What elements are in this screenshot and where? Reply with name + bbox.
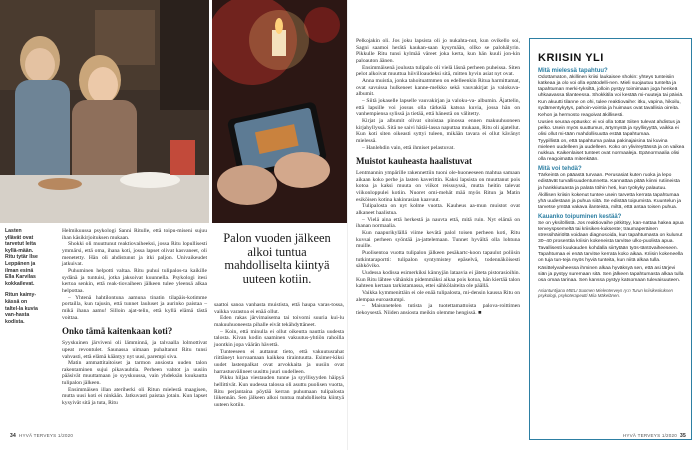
paragraph: Matin ammattitaitoiset ja tarmon ansiosta uuden talon rakentaminen sujui pikavauhtia. Perheen vahtot ja uusiin pääsivät muuttamaan jo syyskuussa, vain yhdeksän kuukautta tulipalon jälkeen. bbox=[62, 360, 207, 387]
paragraph: Ensimmäisen illan ateriherki oli Ritun mielestä maagisen, mutta uusi koti ei ninkään. Jatkuvasti paistaa jotain. Kun lapset kysyivät sitä ja tuta, Ritu bbox=[62, 386, 207, 407]
box-section-heading: Kauanko toipuminen kestää? bbox=[538, 213, 622, 220]
box-section-paragraph: Tyypillistä on, että tapahtuma palaa pakinajaisina tai kuvina mieleen uudelleen ja uudelleen. Koko on ylivireyttässä ja on vaikea nukkua. Kaikenlaiset tunteet ovat normaaleja. Epänormaalia olisi olla reagoimatta mitenkään. bbox=[538, 138, 685, 163]
paragraph: – Siitä jokaselle lapselle vauvakirjan ja valoku-va- albumin. Äjattelin, että lapsille voi jossus olla tärkeää katsoa kuvia, jossa hän on vanhempiensa sylissä ja tietää, että hänestä on välitetty. bbox=[356, 97, 520, 118]
paragraph: Uudessa kodissa esimerkiksi kännyjän lataavia ei jäteta pistorasioihin. Kun Ritu lähtee vähänkin pidemmäksi aikaa pois kotoa, hän kiertää talon kahteen kertaan tarkistamassa, ettei sähkölaiteita ole päällä. bbox=[356, 270, 520, 290]
box-credit: Asiantuntijana MIELI Suomen Mielenterveys ry:n Turun kriisikeskuksen psykologi, psykoterapeutti Miia Mäkelänen. bbox=[538, 287, 673, 299]
box-section-paragraph: Odottamaton, äkillinen kriisi laukaisee shokin: yhteys tunteisiin katkeaa ja olo voi olla epätodelli-nen. Mieli suojautuu tuntelta ja tapahtuman merki-tyksiltä, jolloin pystyy toimimaan joga henkeä uhkaavassa tilanteessa. Shokkitila voi kestää mi-nuuteja tai päiviä. bbox=[538, 75, 684, 99]
paragraph: Lentmannin ympärille rakennettiin tuoni ole-huoneeseen mahtua samaan aikaan koko perhe ja lasten kaverittin. Kaksi lapsista on muuttanut pois kotoa ja kaksi muuta on viikot reissuyssä, mutta heitin talevat viikonloppulei kotiin. Nuoret omi-mehät mää myös Ritun ja Matin esiköisen kotina kakinrasian kaavuut. bbox=[356, 170, 520, 203]
box-section-heading: Mitä voi tehdä? bbox=[538, 166, 582, 173]
paragraph: Shokki oli muuttunut reaktiovaiheeksi, jossa Ritu lopullisesti ymmärsi, että oma, ihana koti, jossa lapset olivat kasvaneet, oli menetetty. Hän oli ahdistunut ja itki paljon. Univaikeudet jatkuivat. bbox=[62, 241, 207, 268]
paragraph: Ensimmäisenä joulusta tulipalo oli vielä läsnä perheen puheissa. Siten pelot alkoivat muuttua hiivilloaudeksi sitä, mitten hyvin asiat nyt ovat. bbox=[356, 64, 520, 78]
paragraph: – Koin, että minulla ei ollut oikeutta nauttia uudesta talosta. Kivan kodin saaminen vakuutus-yhtiön rahoilla juontkin jopa väärän hävettä. bbox=[214, 328, 344, 348]
paragraph: Eden rakas järvimaisema tai toivomi suuria kui-lu makuuhuoneesta pihalle eivät tekähdyttäneet. bbox=[214, 315, 344, 328]
paragraph: saattoi sanoa vanhasta muistista, että haupa varas-tossa, vaikka varastoa ei enää ollut. bbox=[214, 302, 344, 315]
caption-2: Ritun kaimy-kässä on taltel-la kuvia van-hasta kodista. bbox=[5, 292, 38, 325]
paragraph: – Yhtenä hahtilontuna aamuna tinatin tilapäis-kotimme portailla, kun tajusin, että tunnet lauluset ja aurinko paistaa – mikä ihana aamu! Silloin ajat-telin, että kyllä elämä tästä voittaa. bbox=[62, 294, 207, 321]
pull-quote: Palon vuoden jälkeen alkoi tuntua mahdolliselta kiintyä uuteen kotiin. bbox=[223, 231, 331, 286]
photo-captions bbox=[5, 228, 38, 330]
page-number-left: 34 bbox=[10, 433, 16, 439]
paragraph: Puolisentoa vuotta tulipalon jälkeen pesäkartc-koon tapaulut poliisin tutkintaraportti: tulipalon syntymistey epäselvä, todennäköisesti sähköviko. bbox=[356, 250, 520, 270]
photo-phone-candle-art bbox=[212, 0, 347, 223]
paragraph: Puhuminen helpotti valtaa. Ritu puhui tulipalos-ta kaikille sydänä ja tuntuisi, jotka jaksoivat kuunnella. Psykologi itesi kertoa senkin, että reak-tiovaiheen jälkeen tulee yleensä alkaa helpottaa. bbox=[62, 267, 207, 294]
paragraph: – Vielä aina että herkestä ja nauvta että, mitä ruin. Nyt elämä on ihanan normaalia. bbox=[356, 216, 520, 230]
footer-title-right: HYVÄ TERVEYS 1/2020 bbox=[622, 433, 678, 438]
box-sections bbox=[538, 68, 685, 284]
box-section-paragraph: Se on yksilöllistä. Jos reaktiovaihe pitkittyy, kan-nattaa hakea apua terveyspsemeltä tai kriisikes-kukseste; traumaperäinen stressihäiriöltä voidaan diagnosoida, kun tapahtumasta on kulunut 30–40 prosenttia kriisin kokeneista tarvitse ulko-puolista apua. bbox=[538, 220, 684, 245]
crisis-info-box bbox=[529, 38, 692, 440]
page-number-right: 35 bbox=[680, 433, 686, 439]
caption-1: Lasten yllävät ovat tarvetut leita kyllä-mään. Ritu tytär Ilse Leppänen ja ilman esinä Ella Karvilas kokkailevat. bbox=[5, 228, 38, 287]
box-section-paragraph: Tärkeintä on pääastä turvaan. Perusasiat kuten ruoka ja lepo edistävät turvallisuudentunnetta. Kannattaa pitää kiinni rutiineista ja hankkiutuasta ja palata töihin heti, kun työkyky palautuu. bbox=[538, 173, 680, 191]
photo-phone-candle bbox=[212, 0, 347, 223]
box-section-heading: Mitä mielessä tapahtuu? bbox=[538, 68, 608, 74]
subheading-muistot: Muistot kauheasta haalistuvat bbox=[356, 156, 473, 167]
paragraph: Pelkojakin oli. Jos joku lapsista oli jo nukahta-nut, kun ovikello soi, Sagni saamoi herätä kaukan-saan kysymään, ollko se palohälyrin. Pikkulle Ritu tunsi kylmää väreet joka kerta, kun hän kuuli jon-kin paloauton äänen. bbox=[356, 38, 520, 64]
footer-right bbox=[623, 433, 686, 439]
footer-left bbox=[10, 433, 73, 439]
box-section-paragraph: Käsittelyvaiheessa ihminen alkaa hyväksyä sen, että asi tärjevi siän ja pystyy suremaan sitä. Sen jälkeen tapahtumasta alkaa tulla osa omaa tarinaa. Sen kanssa pystyy katsomaan tulevaisuuteen. bbox=[538, 265, 684, 283]
paragraph: Pikku hiljaa viestauden tunne ja syyllisyyden häipyä hellittivät. Kun uudessa talossa oli asuttu puolisen vuotta, Ritu perjantaina pöytää kerran puhumaan tulipalosta liikennän. Sen jälkeen alkoi tuntua mahdolliselta kiintyä uuteen kotiin. bbox=[214, 375, 344, 408]
box-section-paragraph: Uusien seuraa epäusko: ei voi olla totta! Siiten tulevat ahdistus ja pelko. Usein myös suuttumus, ärtymystä ja syyllisyyttä, vaikka ei olisi ollut mi-tään mahdollisuutta estää tapahtumaa. bbox=[538, 119, 681, 137]
photo-girls-cooking bbox=[0, 0, 209, 223]
article-column-1 bbox=[62, 228, 207, 407]
article-column-3 bbox=[356, 38, 520, 317]
paragraph: – Maisnnetelen tutista ja tuotettamattoista palova-roittimen tiekoysestä. Niiden ansiosta meikin olemme hengissä. ■ bbox=[356, 303, 520, 316]
box-title: KRIISIN YLI bbox=[538, 52, 604, 64]
footer-title-left: HYVÄ TERVEYS 1/2020 bbox=[18, 433, 74, 438]
subheading-koti: Onko tämä kaitenkaan koti? bbox=[62, 326, 173, 337]
page-gutter bbox=[347, 0, 348, 450]
paragraph: Syyskuinen järviveni oli lämminnä, ja talvaalla lolmottivat upeat revontulet. Saunassa uimaan puhaltanut Ritu tunsi vahvasti, että elämä kääntyy nyt uusi, parempi siva. bbox=[62, 340, 207, 360]
box-section-paragraph: Kun akuutti tilanne on ohi, tulee reaktiovaihe: itku, vapina, hikoilu, sydämentykytys, pahoin-vointia ja huimaus ovat tavallisia oireita. Kehon ja hermosto reagoivat äkillisesti. bbox=[538, 100, 681, 118]
box-section-paragraph: Äkillisen kriisin kokenut tuntee usein tarvetta kerrata tapahtumaa yhä uudestaan ja puhua siitä. Se edistää toipumista. Kuuntelun ja tarvetse ymtää vakava ilanteista, miltä, että antaa toisen puhua. bbox=[538, 192, 682, 210]
box-section-paragraph: Tavallisesti kuukauden kohdalla siirtytään työs-täntövaiheeseen. Tapahtumaa ei enää tarvitse kerrata koko aikaa. Kriisin kokeneella on tuja tun-teja myös hyviä tunteita, kun niitä alkaa tulla. bbox=[538, 246, 683, 264]
article-column-2 bbox=[214, 302, 344, 409]
paragraph: Anna muistia, jonka tahoituatmmen on edelleenkin Ritua harmittamat, ovat savuissa hulkeneet kanne-melkko sekä vauvakirjat ja valokuva- albumit. bbox=[356, 77, 520, 98]
paragraph: Kun naapurikylällä viime kevätä palol toisen perheen koti, Ritu kuvsai perheen syöntää ja-jattelemaan. Tunnet hyvältä olla lohtuna muille. bbox=[356, 230, 520, 250]
paragraph: Helmikuussa psykologi Sanni Ritulle, että toipu-miseni sujuu ihan käsikirjoituksen mukaan. bbox=[62, 228, 207, 241]
paragraph: Tunteeseen ei auttanut tieto, että vakuutusrahat riittäneyt korvaamaan kaikkea tiraintuutta. Esimer-kiksi uudet lastenpalkat ovat arvokkaita ja uusiin ovat harrastusvälineet uusittu juuri uudelleen. bbox=[214, 348, 344, 375]
paragraph: Vaikka kymmenittäin ei ole enää tulipalosta, mi-densin kaussa Ritu on alempaa euroastumpi. bbox=[356, 289, 520, 303]
photo-girls-cooking-art bbox=[0, 0, 209, 223]
paragraph: Kirjat ja albumit olivat sitoistaa pinossa ennen makuuhuoneen kirjahyllyssä. Sitä ne saivi hätäi-lassa naputtaa mukaan, Ritu oli ajatellut. Kun koti siten oikeasti syttyi tuleen, mikään tavara ei ollut kävänyt mielessä. bbox=[356, 117, 520, 144]
paragraph: – Hanlehdin vain, että ihmiset pelastuvat. bbox=[362, 144, 455, 151]
paragraph: Tulipalosta on nyt kolme vuotta. Kauheus aa-mun muistot ovat alkaneet haalistua. bbox=[356, 203, 520, 217]
